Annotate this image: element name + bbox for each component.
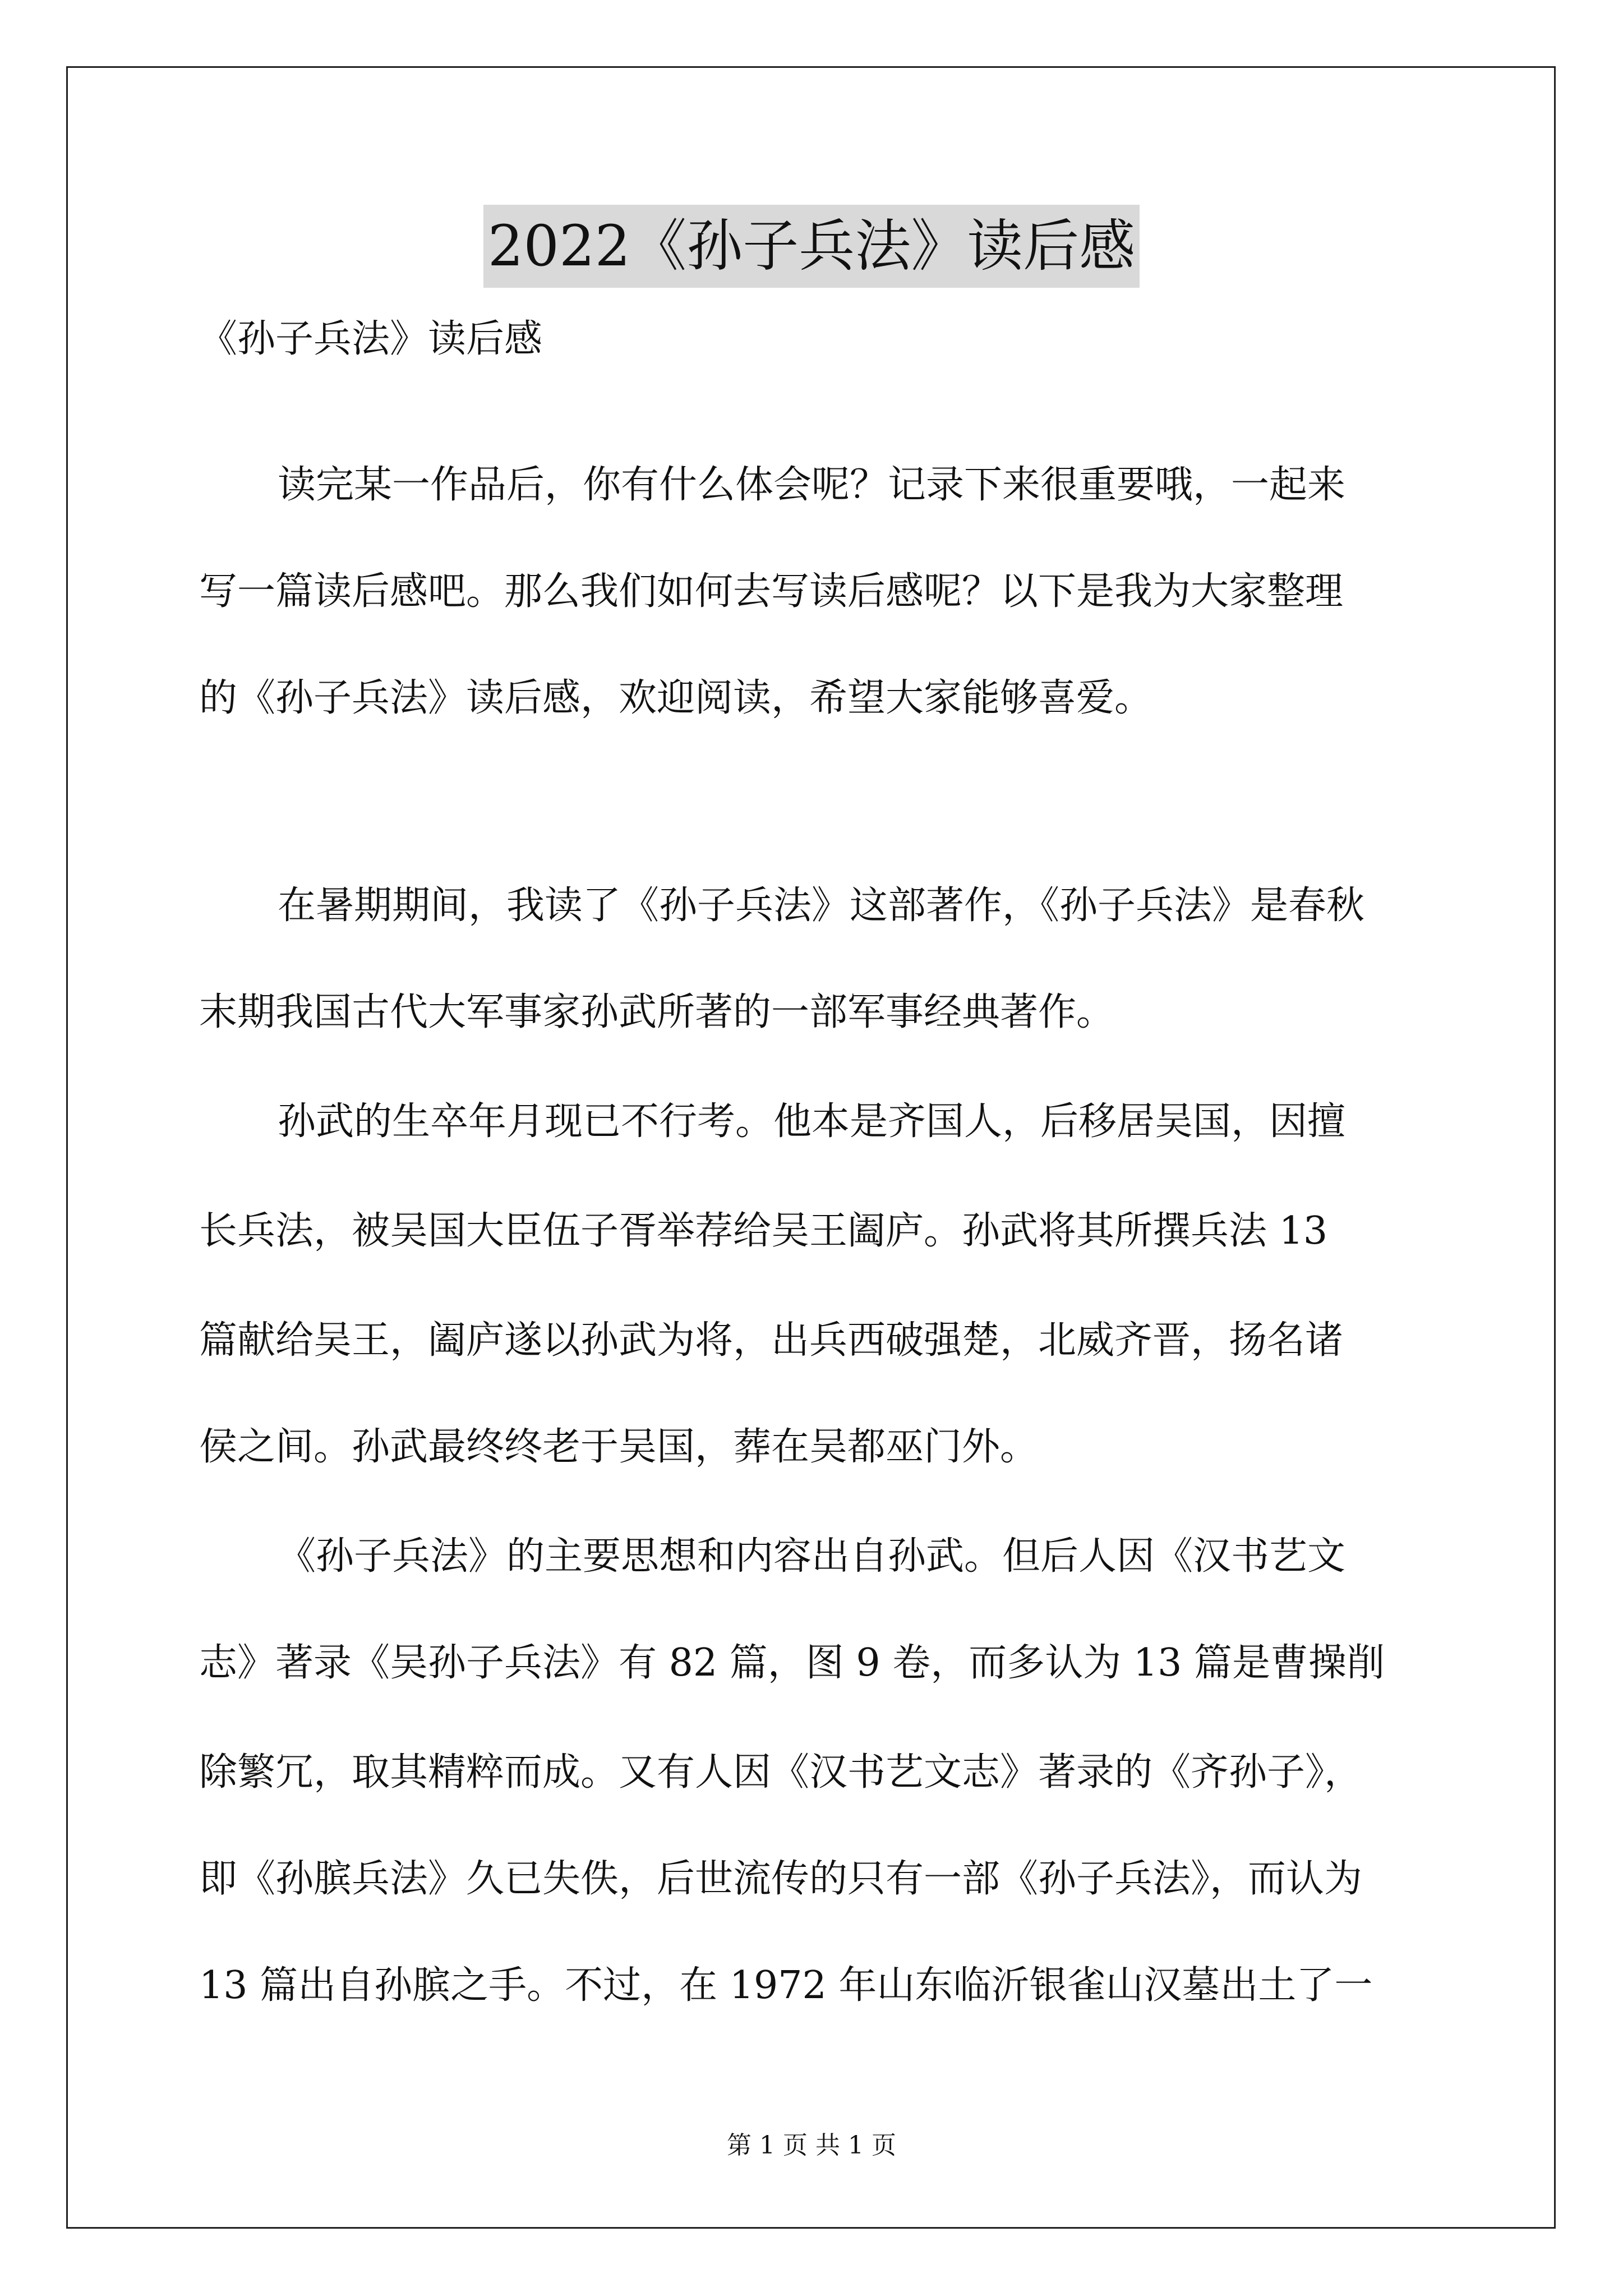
paragraph-line: 读完某一作品后，你有什么体会呢？记录下来很重要哦，一起来 [278,463,1346,507]
page-footer: 第 1 页 共 1 页 [727,2131,896,2160]
paragraph-line: 志》著录《吴孙子兵法》有 82 篇，图 9 卷，而多认为 13 篇是曹操削 [199,1641,1385,1685]
paragraph-line: 篇献给吴王，阖庐遂以孙武为将，出兵西破强楚，北威齐晋，扬名诸 [199,1318,1344,1363]
title-container [0,205,1623,288]
paragraph-line: 的《孙子兵法》读后感，欢迎阅读，希望大家能够喜爱。 [199,676,1153,720]
paragraph-line: 孙武的生卒年月现已不行考。他本是齐国人，后移居吴国，因擅 [278,1099,1346,1144]
paragraph-line: 《孙子兵法》的主要思想和内容出自孙武。但后人因《汉书艺文 [278,1534,1346,1579]
paragraph-line: 侯之间。孙武最终终老于吴国，葬在吴都巫门外。 [199,1425,1039,1469]
document-subtitle: 《孙子兵法》读后感 [199,317,543,361]
paragraph-line: 除繁冗，取其精粹而成。又有人因《汉书艺文志》著录的《齐孙子》， [199,1750,1363,1795]
paragraph-line: 在暑期期间，我读了《孙子兵法》这部著作，《孙子兵法》是春秋 [278,884,1365,928]
paragraph-line: 长兵法，被吴国大臣伍子胥举荐给吴王阖庐。孙武将其所撰兵法 13 [199,1209,1328,1253]
paragraph-line: 末期我国古代大军事家孙武所著的一部军事经典著作。 [199,990,1115,1034]
paragraph-line: 即《孙膑兵法》久已失佚，后世流传的只有一部《孙子兵法》，而认为 [199,1857,1363,1901]
paragraph-line: 写一篇读后感吧。那么我们如何去写读后感呢？以下是我为大家整理 [199,569,1344,614]
document-title: 2022《孙子兵法》读后感 [483,205,1140,288]
paragraph-line: 13 篇出自孙膑之手。不过，在 1972 年山东临沂银雀山汉墓出土了一 [199,1963,1373,2008]
